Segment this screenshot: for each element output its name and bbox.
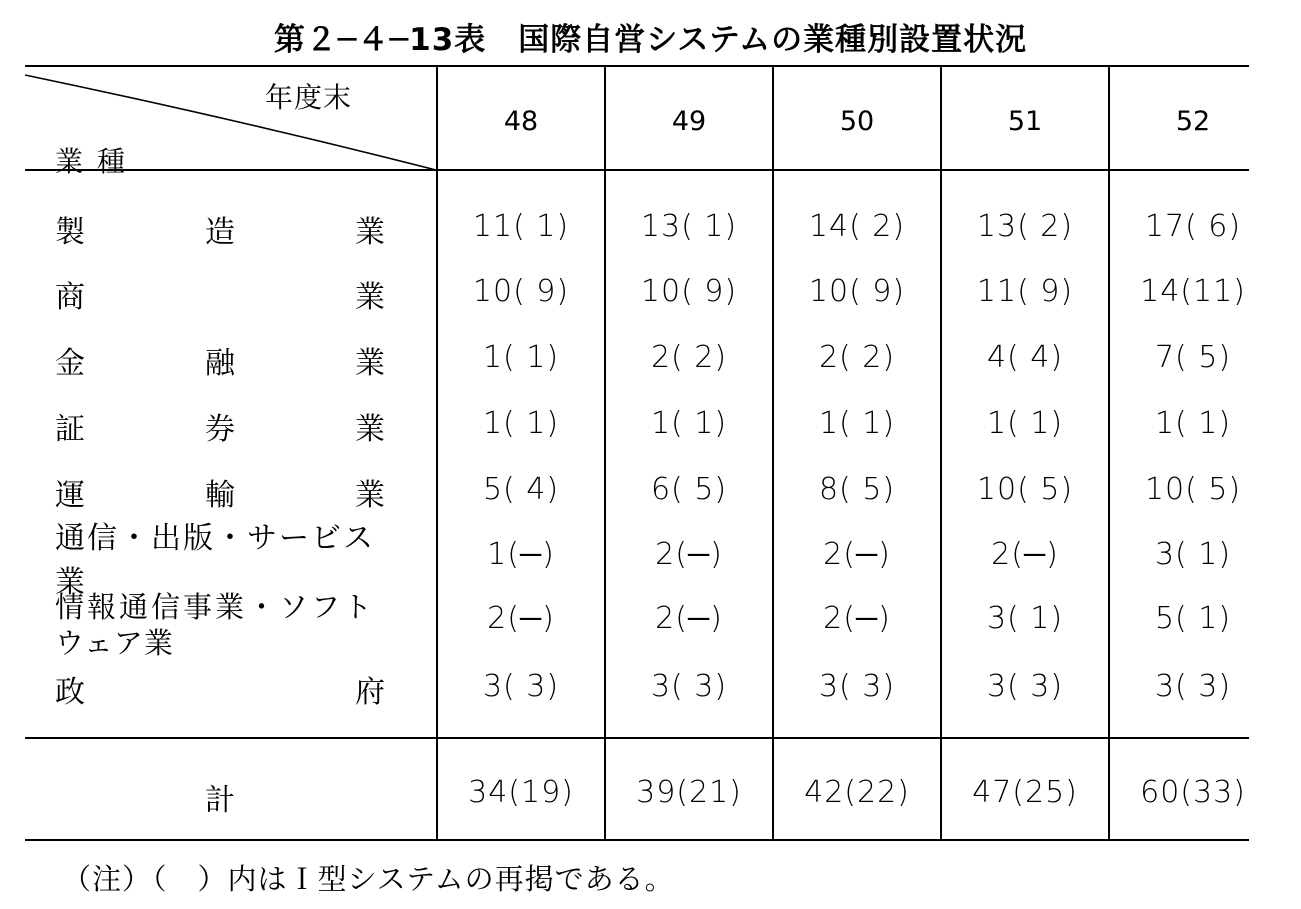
row-label-char: 造	[205, 215, 235, 250]
row-label	[55, 272, 385, 316]
row-label: 通信・出版・サービス業	[55, 521, 375, 600]
total-label: 計	[205, 783, 235, 818]
table-cell: 11( 9)	[976, 274, 1074, 309]
row-label-char: 証	[55, 412, 85, 447]
row-label-char: 輸	[205, 478, 235, 513]
footnote: （注）（ ）内はＩ型システムの再掲である。	[62, 862, 675, 896]
table-cell: 2(─)	[655, 537, 723, 572]
table-cell: 3( 3)	[986, 669, 1064, 704]
year-header: 48	[503, 106, 539, 137]
row-label-char: 商	[55, 280, 85, 315]
row-label-char: 融	[205, 346, 235, 381]
total-cell: 34(19)	[468, 775, 574, 810]
table-cell: 6( 5)	[650, 472, 728, 507]
row-label-line: ウェア業	[55, 626, 174, 660]
table-cell: 7( 5)	[1154, 340, 1232, 375]
row-label-char: 府	[355, 675, 385, 710]
row-label	[55, 589, 385, 661]
year-header: 52	[1175, 106, 1211, 137]
table-cell: 10( 5)	[1144, 472, 1242, 507]
table-cell: 8( 5)	[818, 472, 896, 507]
table-cell: 5( 4)	[482, 472, 560, 507]
table-cell: 3( 3)	[818, 669, 896, 704]
row-label	[55, 207, 385, 251]
table-cell: 14( 2)	[808, 209, 906, 244]
table-cell: 14(11)	[1140, 274, 1246, 309]
table-cell: 3( 1)	[1154, 537, 1232, 572]
year-header: 50	[839, 106, 875, 137]
table-cell: 3( 3)	[482, 669, 560, 704]
table-cell: 17( 6)	[1144, 209, 1242, 244]
table-cell: 1( 1)	[482, 406, 560, 441]
table-cell: 2( 2)	[818, 340, 896, 375]
table-cell: 5( 1)	[1154, 601, 1232, 636]
table-cell: 2( 2)	[650, 340, 728, 375]
table-cell: 2(─)	[487, 601, 555, 636]
row-label-char: 業	[355, 215, 385, 250]
table-cell: 1( 1)	[482, 340, 560, 375]
industry-axis-label: 業種	[55, 145, 140, 178]
row-label	[55, 667, 385, 711]
row-label	[55, 404, 385, 448]
table-cell: 10( 9)	[808, 274, 906, 309]
table-cell: 3( 1)	[986, 601, 1064, 636]
row-label-char: 業	[355, 412, 385, 447]
row-label-char: 業	[355, 346, 385, 381]
table-cell: 10( 9)	[640, 274, 738, 309]
row-label-line: 情報通信事業・ソフト	[55, 590, 376, 624]
row-label-char: 製	[55, 215, 85, 250]
table-cell: 1( 1)	[986, 406, 1064, 441]
table-cell: 10( 5)	[976, 472, 1074, 507]
table-cell: 3( 3)	[650, 669, 728, 704]
year-header: 49	[671, 106, 707, 137]
table-cell: 11( 1)	[472, 209, 570, 244]
table-title: 第２─４─13表 国際自営システムの業種別設置状況	[273, 22, 1028, 58]
row-label-char: 業	[355, 280, 385, 315]
year-header: 51	[1007, 106, 1043, 137]
table-cell: 1( 1)	[818, 406, 896, 441]
row-label-char: 金	[55, 346, 85, 381]
table-cell: 1( 1)	[1154, 406, 1232, 441]
row-label-char: 券	[205, 412, 235, 447]
table-cell: 2(─)	[991, 537, 1059, 572]
table-cell: 2(─)	[823, 601, 891, 636]
row-label-char: 業	[355, 478, 385, 513]
table-cell: 13( 1)	[640, 209, 738, 244]
table-cell: 3( 3)	[1154, 669, 1232, 704]
table-cell: 10( 9)	[472, 274, 570, 309]
total-cell: 47(25)	[972, 775, 1078, 810]
table-cell: 1( 1)	[650, 406, 728, 441]
total-cell: 60(33)	[1140, 775, 1246, 810]
row-label	[55, 470, 385, 514]
table-cell: 2(─)	[655, 601, 723, 636]
table-cell: 4( 4)	[986, 340, 1064, 375]
table-cell: 2(─)	[823, 537, 891, 572]
row-label	[55, 338, 385, 382]
year-axis-label: 年度末	[265, 81, 353, 114]
table-cell: 13( 2)	[976, 209, 1074, 244]
total-cell: 39(21)	[636, 775, 742, 810]
row-label-char: 政	[55, 675, 85, 710]
row-label-char: 運	[55, 478, 85, 513]
table-cell: 1(─)	[487, 537, 555, 572]
total-cell: 42(22)	[804, 775, 910, 810]
